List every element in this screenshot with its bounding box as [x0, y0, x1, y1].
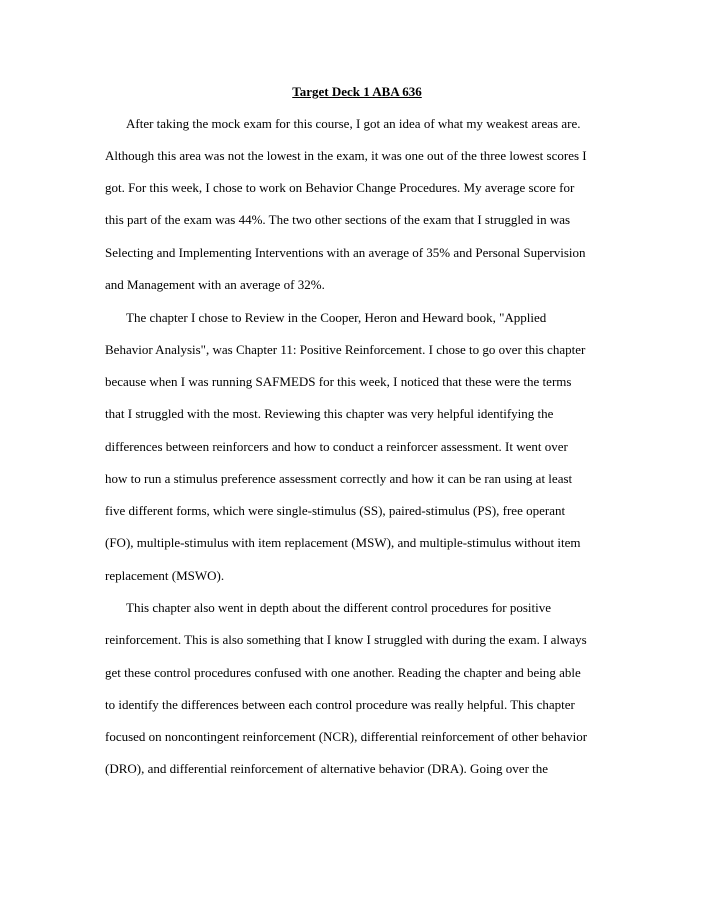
paragraph-3-line-3: get these control procedures confused with one another. Reading the chapter and being able [105, 665, 581, 680]
paragraph-2-line-6: how to run a stimulus preference assessment correctly and how it can be ran using at least [105, 471, 573, 486]
paragraph-2-line-8: (FO), multiple-stimulus with item replacement (MSW), and multiple-stimulus without item [105, 535, 581, 550]
paragraph-3-line-4: to identify the differences between each control procedure was really helpful. This chapter [105, 697, 575, 712]
paragraph-1-line-4: this part of the exam was 44%. The two other sections of the exam that I struggled in was [105, 212, 571, 227]
paragraph-1-line-5: Selecting and Implementing Interventions with an average of 35% and Personal Supervision [105, 245, 586, 260]
paragraph-3-line-5: focused on noncontingent reinforcement (NCR), differential reinforcement of other behavior [105, 729, 588, 744]
paragraph-2-line-5: differences between reinforcers and how to conduct a reinforcer assessment. It went over [105, 439, 568, 454]
paragraph-2-line-4: that I struggled with the most. Reviewing this chapter was very helpful identifying the [105, 406, 554, 421]
paragraph-1-line-1: After taking the mock exam for this course, I got an idea of what my weakest areas are. [126, 116, 581, 131]
paragraph-3-line-1: This chapter also went in depth about the different control procedures for positive [126, 600, 552, 615]
paragraph-2-line-7: five different forms, which were single-stimulus (SS), paired-stimulus (PS), free operant [105, 503, 566, 518]
paragraph-1-line-2: Although this area was not the lowest in the exam, it was one out of the three lowest scores I [105, 148, 587, 163]
paragraph-3-line-2: reinforcement. This is also something that I know I struggled with during the exam. I always [105, 632, 587, 647]
paragraph-3-line-6: (DRO), and differential reinforcement of alternative behavior (DRA). Going over the [105, 761, 549, 776]
paragraph-2-line-1: The chapter I chose to Review in the Cooper, Heron and Heward book, "Applied [126, 310, 547, 325]
paragraph-2-line-2: Behavior Analysis", was Chapter 11: Positive Reinforcement. I chose to go over this chapter [105, 342, 586, 357]
paragraph-2-line-3: because when I was running SAFMEDS for this week, I noticed that these were the terms [105, 374, 572, 389]
paragraph-1-line-3: got. For this week, I chose to work on Behavior Change Procedures. My average score for [105, 180, 575, 195]
document-title: Target Deck 1 ABA 636 [292, 84, 422, 99]
paragraph-1-line-6: and Management with an average of 32%. [105, 277, 325, 292]
paragraph-2-line-9: replacement (MSWO). [105, 568, 225, 583]
